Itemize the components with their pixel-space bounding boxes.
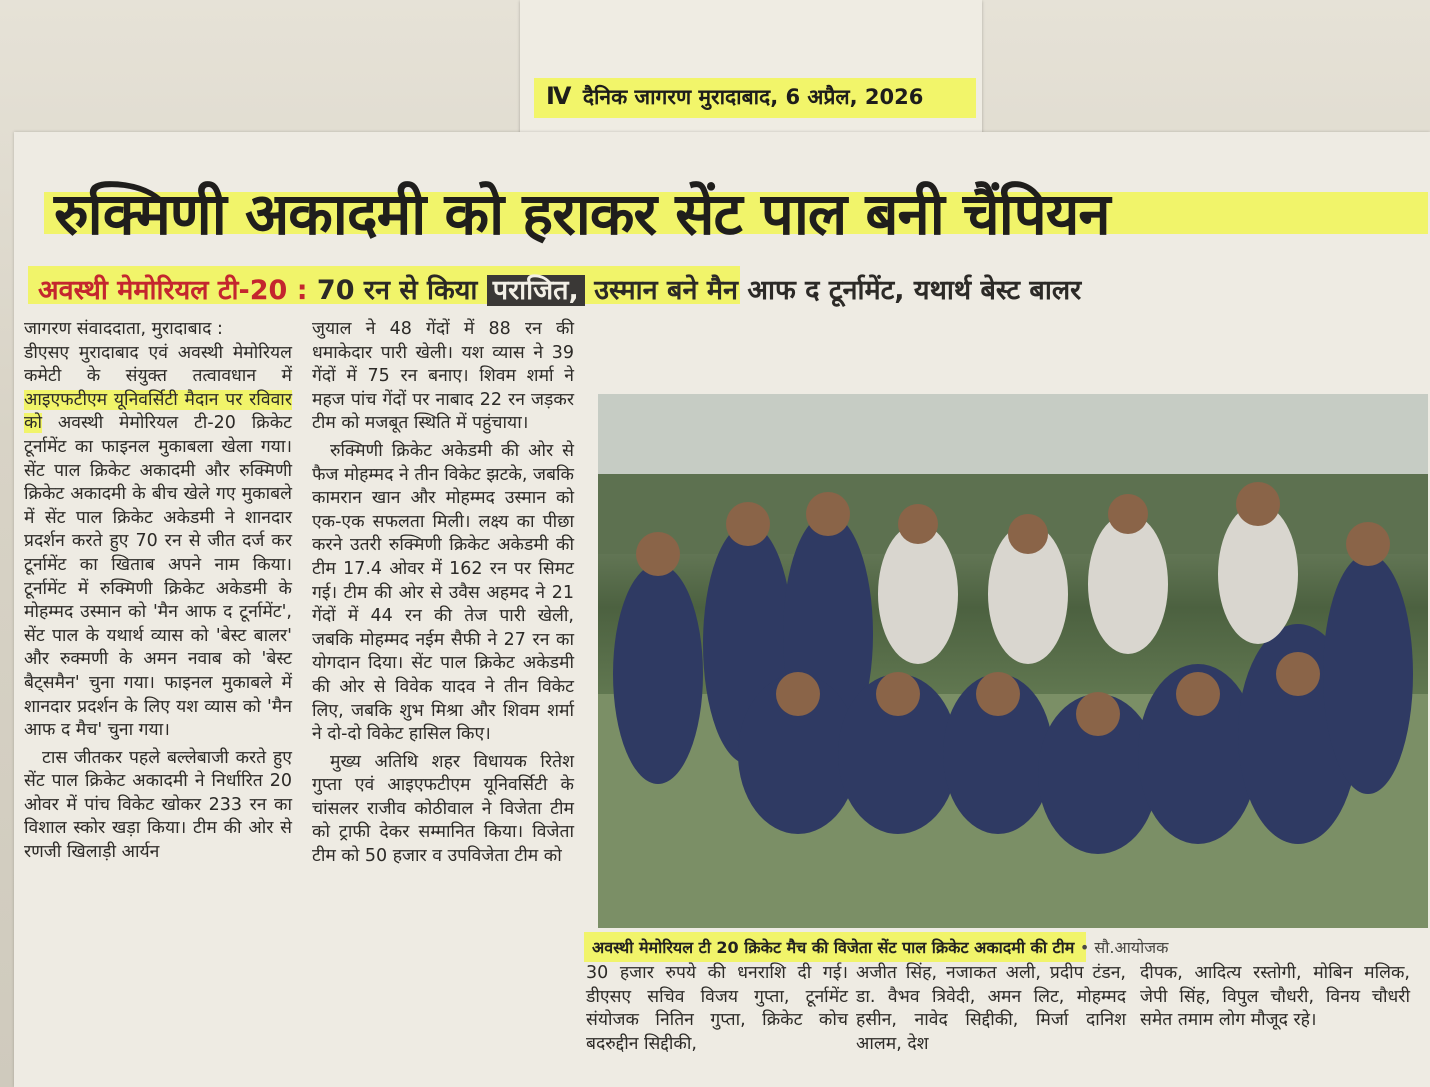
dateline-marker: IV — [546, 82, 570, 110]
article-column-2 — [312, 318, 574, 869]
dateline-clipping — [520, 0, 982, 136]
newspaper-clipping — [14, 132, 1430, 1087]
article-column-4 — [856, 962, 1126, 1056]
article-paragraph-7: अजीत सिंह, नजाकत अली, प्रदीप टंडन, डा. वैभव त्रिवेदी, अमन लिट, मोहम्मद हसीन, नावेद सिद्दीकी, मिर्जा दानिश आलम, देश — [856, 963, 1126, 1054]
dateline — [546, 82, 923, 111]
article-paragraph-4: रुक्मिणी क्रिकेट अकेडमी की ओर से फैज मोहम्मद ने तीन विकेट झटके, जबकि कामरान खान और मोहम्मद उस्मान को एक-एक सफलता मिली। लक्ष्य का पीछा करने उतरी रुक्मिणी क्रिकेट अकेडमी की टीम 17.4 ओवर में 162 रन पर सिमट गई। टीम की ओर से उवैस अहमद ने 21 गेंदों में 44 रन की तेज पारी खेली, जबकि मोहम्मद नईम सैफी ने 27 रन का योगदान दिया। सेंट पाल क्रिकेट अकेडमी की ओर से विवेक यादव ने तीन विकेट लिए, जबकि शुभ मिश्रा और शिवम शर्मा ने दो-दो विकेट हासिल किए। — [312, 440, 574, 745]
headline: रुक्मिणी अकादमी को हराकर सेंट पाल बनी चैंपियन — [54, 180, 1110, 248]
paragraph-1-text-b: अवस्थी मेमोरियल टी-20 क्रिकेट टूर्नामेंट का फाइनल मुकाबला खेला गया। सेंट पाल क्रिकेट अकादमी और रुक्मिणी क्रिकेट अकादमी के बीच खेले गए मुकाबले में सेंट पाल क्रिकेट अकेडमी ने शानदार प्रदर्शन करते हुए 70 रन से जीत दर्ज कर टूर्नामेंट का खिताब अपने नाम किया। टूर्नामेंट में रुक्मिणी क्रिकेट अकेडमी के मोहम्मद उस्मान को 'मैन आफ द टूर्नामेंट', सेंट पाल के यथार्थ व्यास को 'बेस्ट बालर' और रुक्मणी के अमन नवाब को 'बेस्ट बैट्समैन' चुना गया। फाइनल मुकाबले में शानदार प्रदर्शन के लिए यश व्यास को 'मैन आफ द मैच' चुना गया। — [24, 413, 292, 741]
article-column-3 — [586, 962, 848, 1056]
team-photo-illustration — [598, 394, 1428, 928]
subhead-event: अवस्थी मेमोरियल टी-20 : — [38, 275, 308, 306]
photo-credit: • सौ.आयोजक — [1079, 938, 1169, 957]
article-paragraph-6: 30 हजार रुपये की धनराशि दी गई। डीएसए सचिव विजय गुप्ता, टूर्नामेंट संयोजक नितिन गुप्ता, क्रिकेट कोच बदरुद्दीन सिद्दीकी, — [586, 963, 848, 1054]
article-paragraph-8: दीपक, आदित्य रस्तोगी, मोबिन मलिक, जेपी सिंह, विपुल चौधरी, विनय चौधरी समेत तमाम लोग मौजूद रहे। — [1140, 963, 1410, 1031]
paragraph-1-highlight: आइएफटीएम यूनिवर्सिटी मैदान पर रविवार को — [24, 389, 292, 434]
caption-text: अवस्थी मेमोरियल टी 20 क्रिकेट मैच की विजेता सेंट पाल क्रिकेट अकादमी की टीम — [592, 938, 1075, 957]
subhead-result: 70 रन से किया — [316, 275, 478, 306]
photo-caption — [592, 936, 1168, 958]
article-column-1 — [24, 318, 292, 865]
article-paragraph-5: मुख्य अतिथि शहर विधायक रितेश गुप्ता एवं आइएफटीएम यूनिवर्सिटी के चांसलर राजीव कोठीवाल ने विजेता टीम को ट्राफी देकर सम्मानित किया। विजेता टीम को 50 हजार व उपविजेता टीम को — [312, 751, 574, 867]
team-photo — [598, 394, 1428, 928]
article-column-5 — [1140, 962, 1410, 1033]
article-paragraph-1 — [24, 342, 292, 743]
article-paragraph-3: जुयाल ने 48 गेंदों में 88 रन की धमाकेदार पारी खेली। यश व्यास ने 39 गेंदों में 75 रन बनाए। शिवम शर्मा ने महज पांच गेंदों पर नाबाद 22 रन जड़कर टीम को मजबूत स्थिति में पहुंचाया। — [312, 319, 574, 434]
subhead — [38, 270, 1081, 307]
dateline-text: दैनिक जागरण मुरादाबाद, 6 अप्रैल, 2026 — [582, 85, 924, 109]
subhead-boxed-word: पराजित, — [487, 275, 585, 306]
paragraph-1-text-a: डीएसए मुरादाबाद एवं अवस्थी मेमोरियल कमेटी के संयुक्त तत्वावधान में — [24, 342, 292, 387]
article-paragraph-2: टास जीतकर पहले बल्लेबाजी करते हुए सेंट पाल क्रिकेट अकादमी ने निर्धारित 20 ओवर में पांच विकेट खोकर 233 रन का विशाल स्कोर खड़ा किया। टीम की ओर से रणजी खिलाड़ी आर्यन — [24, 747, 292, 863]
article-dateline: जागरण संवाददाता, मुरादाबाद : — [24, 319, 223, 339]
subhead-awards: उस्मान बने मैन आफ द टूर्नामेंट, यथार्थ बेस्ट बालर — [594, 275, 1082, 306]
